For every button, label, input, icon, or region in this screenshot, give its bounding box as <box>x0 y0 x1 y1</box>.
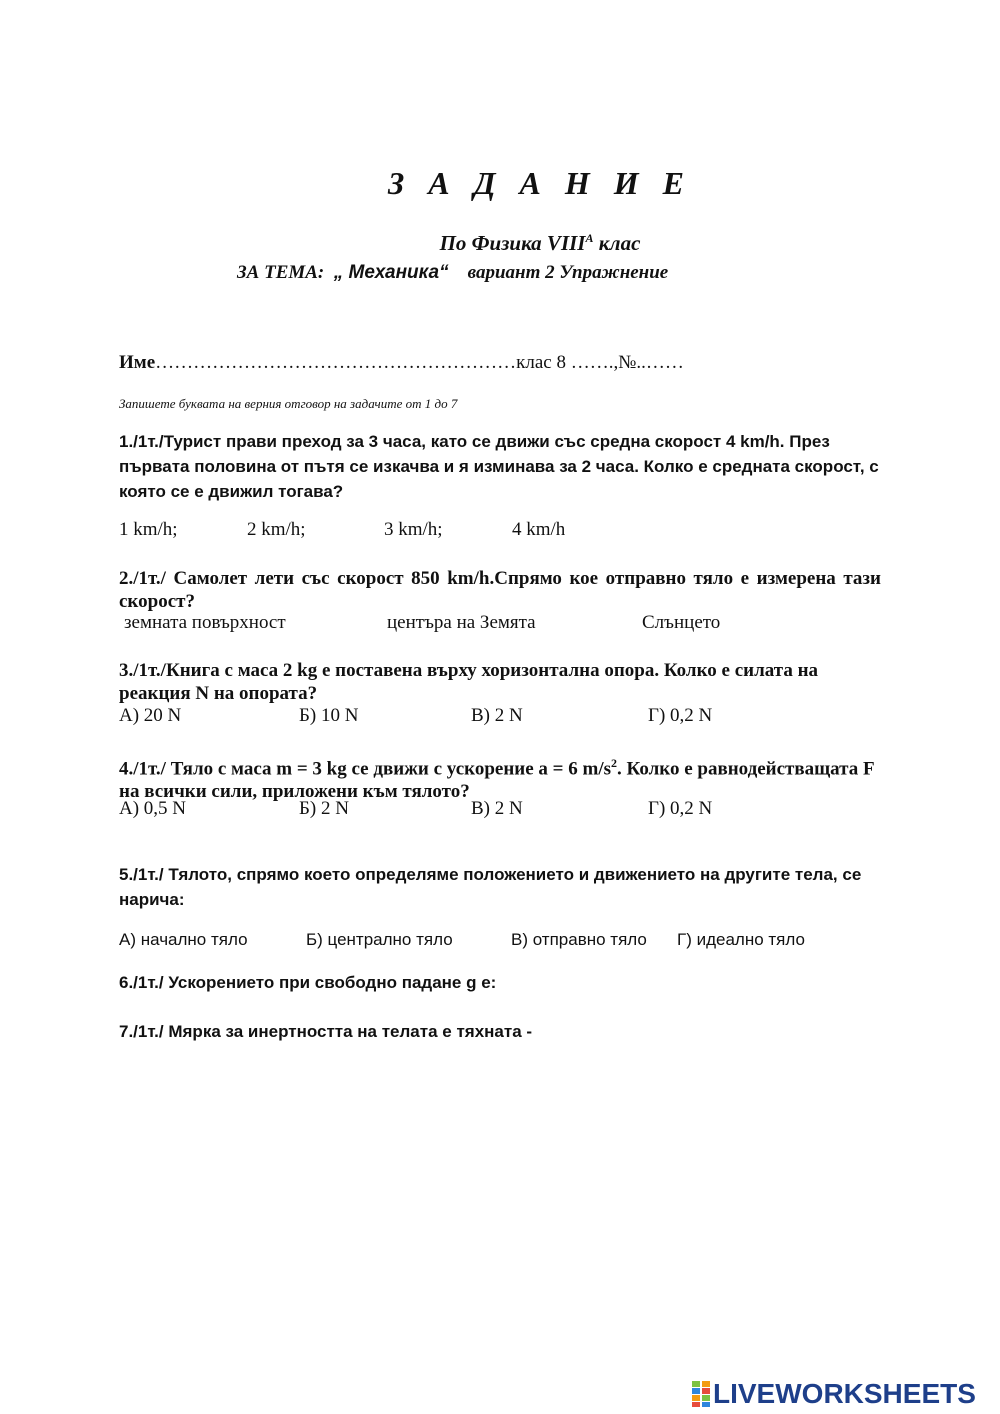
name-fill: …………………………………………………клас 8 …….,№..…… <box>155 352 684 373</box>
liveworksheets-mark-icon <box>692 1381 710 1407</box>
subtitle <box>0 231 1000 256</box>
q4-text-before: 4./1т./ Тяло с маса m = 3 kg се движи с ускорение a = 6 m/s <box>119 758 612 780</box>
q3-option-b[interactable]: Б) 10 N <box>299 705 359 726</box>
student-name-line[interactable] <box>119 352 684 374</box>
topic-line <box>237 262 668 284</box>
topic-name: „ Механика“ <box>333 262 449 283</box>
q1-option-1[interactable]: 1 km/h; <box>119 519 178 540</box>
subtitle-main: По Физика VIII <box>439 231 586 255</box>
topic-label: ЗА ТЕМА: <box>237 262 325 283</box>
q3-option-c[interactable]: В) 2 N <box>471 705 523 726</box>
q3-option-a[interactable]: А) 20 N <box>119 705 182 726</box>
instruction-text: Запишете буквата на верния отговор на задачите от 1 до 7 <box>119 396 458 411</box>
q4-option-b[interactable]: Б) 2 N <box>299 798 349 819</box>
logo-text: LIVEWORKSHEETS <box>713 1378 976 1409</box>
q1-option-2[interactable]: 2 km/h; <box>247 519 306 540</box>
q4-option-a[interactable]: А) 0,5 N <box>119 798 187 819</box>
q5-option-b[interactable]: Б) централно тяло <box>306 930 453 949</box>
q1-option-3[interactable]: 3 km/h; <box>384 519 443 540</box>
topic-rest: вариант 2 Упражнение <box>467 262 669 283</box>
q2-option-2[interactable]: центъра на Земята <box>387 612 536 633</box>
q5-option-a[interactable]: А) начално тяло <box>119 930 248 949</box>
question-6: 6./1т./ Ускорението при свободно падане g е: <box>119 973 497 992</box>
q2-option-1[interactable]: земната повърхност <box>124 612 286 633</box>
q4-text-after: . Колко е равнодействащата F на всички сили, приложени към тялото? <box>119 758 874 803</box>
q4-option-d[interactable]: Г) 0,2 N <box>648 798 713 819</box>
subtitle-sup: A <box>585 231 594 245</box>
liveworksheets-logo <box>692 1378 976 1410</box>
question-5: 5./1т./ Тялото, спрямо което определяме положението и движението на другите тела, се нарича: <box>119 865 862 909</box>
q3-option-d[interactable]: Г) 0,2 N <box>648 705 713 726</box>
q5-option-d[interactable]: Г) идеално тяло <box>677 930 805 949</box>
question-2: 2./1т./ Самолет лети със скорост 850 km/h.Спрямо кое отправно тяло е измерена тази скорост? <box>119 568 881 612</box>
question-4 <box>119 752 881 803</box>
q1-option-4[interactable]: 4 km/h <box>512 519 566 540</box>
name-label: Име <box>119 352 156 373</box>
q4-sup: 2 <box>611 756 618 770</box>
q5-option-c[interactable]: В) отправно тяло <box>511 930 647 949</box>
q4-option-c[interactable]: В) 2 N <box>471 798 523 819</box>
question-3: 3./1т./Книга с маса 2 kg е поставена върху хоризонтална опора. Колко е силата на реакция N на опората? <box>119 660 819 704</box>
question-7: 7./1т./ Мярка за инертността на телата е тяхната - <box>119 1022 533 1041</box>
subtitle-end: клас <box>593 231 641 255</box>
q2-option-3[interactable]: Слънцето <box>642 612 721 633</box>
question-1: 1./1т./Турист прави преход за 3 часа, като се движи със средна скорост 4 km/h. През първата половина от пътя се изкачва и я изминава за 2 часа. Колко е средната скорост, с която се е движил тогава? <box>119 432 879 501</box>
page-title: З А Д А Н И Е <box>388 165 692 201</box>
